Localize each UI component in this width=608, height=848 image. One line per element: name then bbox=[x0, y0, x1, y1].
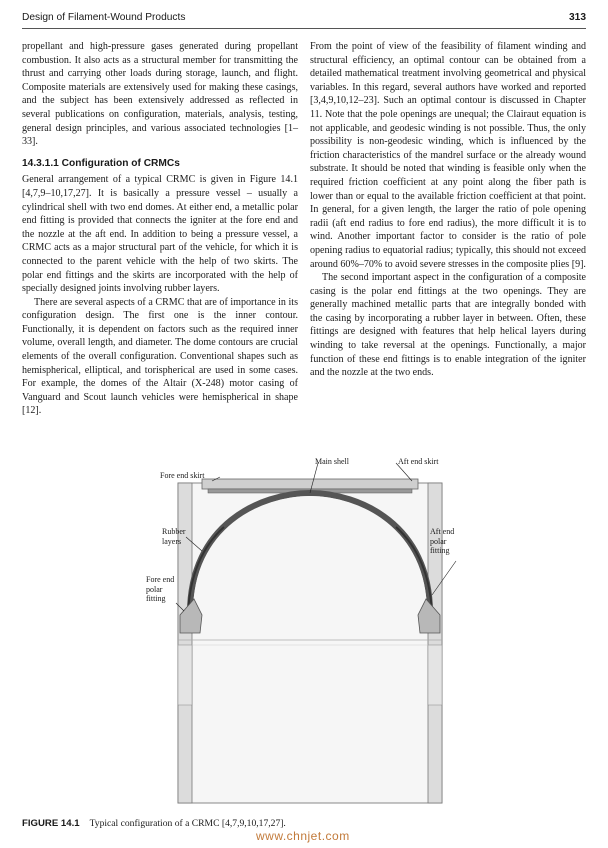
figure-caption bbox=[22, 818, 286, 829]
label-rubber-layers: Rubber layers bbox=[162, 527, 186, 546]
label-fore-end-polar-fitting: Fore end polar fitting bbox=[146, 575, 175, 603]
paragraph: General arrangement of a typical CRMC is given in Figure 14.1 [4,7,9–10,17,27]. It is basically a pressure vessel – usually a cylindrical shell with two end domes. At either end, a metallic polar end fitting is provided that connects the igniter at the fore end and the nozzle at the aft end. In addition to being a pressure vessel, a CRMC acts as a major structural part of the vehicle, for which it is connected to the parent vehicle with the help of two skirts. The polar end fittings and the skirts are incorporated with the help of specially designed joints involving rubber layers. bbox=[22, 174, 298, 295]
running-head-title: Design of Filament-Wound Products bbox=[22, 12, 186, 23]
caption-number: FIGURE 14.1 bbox=[22, 818, 80, 829]
paragraph: There are several aspects of a CRMC that are of importance in its configuration design. The first one is the inner contour. Functionally, it is dependent on factors such as the required inner volume, overall length, and diameter. The dome contours are crucial elements of the overall configuration. Conventional shapes such as hemispherical, elliptical, and torispherical are used in some cases. For example, the domes of the Altair (X-248) motor casing of Vanguard and Scout launch vehicles were hemispherical in shape [12]. bbox=[22, 296, 298, 417]
left-column bbox=[22, 40, 298, 418]
lower-right-wall bbox=[428, 645, 442, 705]
page-number: 313 bbox=[569, 12, 586, 23]
lower-left-wall bbox=[178, 645, 192, 705]
label-aft-end-polar-fitting: Aft end polar fitting bbox=[430, 527, 455, 555]
fore-end-skirt-shape bbox=[202, 479, 418, 489]
paragraph: The second important aspect in the configuration of a composite casing is the polar end fittings at the two openings. They are generally machined metallic parts that are integrally bonded with the casing by incorporating a rubber layer in between. Often, these fittings are designed with features that help helical layers during winding to take reversal at the openings. Functionally, a major function of these end fittings is to enable integration of the igniter and the nozzle at the two ends. bbox=[310, 272, 586, 379]
figure-crmc bbox=[146, 455, 470, 815]
crmc-diagram bbox=[150, 455, 470, 815]
running-head bbox=[22, 10, 586, 29]
section-heading: 14.3.1.1 Configuration of CRMCs bbox=[22, 157, 180, 169]
label-main-shell: Main shell bbox=[315, 457, 349, 466]
paragraph: From the point of view of the feasibility of filament winding and structural efficiency, an optimal contour can be obtained from a detailed mathematical treatment involving geometrical and physical variables. In this regard, several authors have worked and reported [3,4,9,10,12–23]. Such an optimal contour is discussed in Chapter 11. Note that the pole openings are unequal; the Clairaut equation is not applicable, and geodesic winding is not possible. Thus, the only possibility is non-geodesic winding, which is influenced by the friction characteristics of the mandrel surface or the already wound substrate. It should be noted that winding is feasible only when the required friction coefficient at any point along the fiber path is lower than or equal to the available friction coefficient at that point. In general, for a given length, the larger the ratio of pole opening radii (aft end radius to fore end radius), the more difficult it is to wind. Another important factor to consider is the ratio of pole opening radius to equatorial radius; typically, this should not exceed around 60%–70% to avoid severe stresses in the composite plies [9]. bbox=[310, 41, 586, 270]
caption-text: Typical configuration of a CRMC [4,7,9,10,17,27]. bbox=[89, 818, 286, 829]
watermark: www.chnjet.com bbox=[256, 829, 350, 843]
paragraph: propellant and high-pressure gases generated during propellant combustion. It also acts as a structural member for transmitting the thrust and carrying other loads during storage, launch, and flight. Composite materials are extensively used for making these casings, and the subject has been extensively addressed as reflected in several publications on configuration, materials, analysis, testing, general design principles, and various associated technologies [1–33]. bbox=[22, 41, 298, 148]
right-column bbox=[310, 40, 586, 380]
label-fore-end-skirt: Fore end skirt bbox=[160, 471, 205, 480]
label-aft-end-skirt: Aft end skirt bbox=[398, 457, 439, 466]
